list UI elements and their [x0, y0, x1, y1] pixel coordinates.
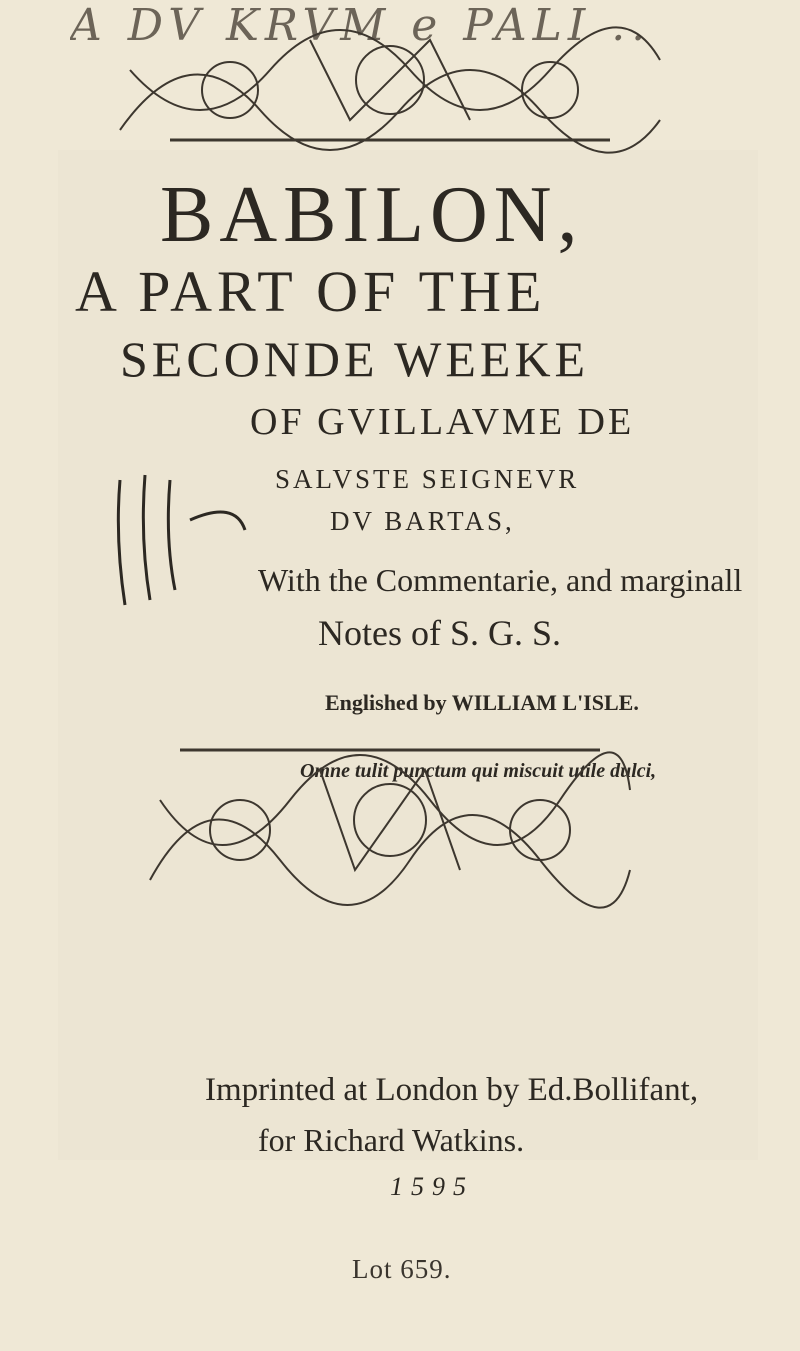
bottom-ornament-icon: [140, 730, 640, 910]
title-motto: Omne tulit punctum qui miscuit utile dulci,: [300, 760, 657, 782]
title-author-of: OF GVILLAVME DE: [250, 401, 635, 443]
title-seconde-weeke: SECONDE WEEKE: [120, 331, 590, 387]
handwritten-inscription: A DV KRVM e PALI ..: [70, 0, 652, 50]
lot-label: Lot 659.: [352, 1254, 452, 1284]
top-ornament-icon: [110, 10, 670, 160]
monogram-icon: [105, 470, 255, 610]
title-part-of-the: A PART OF THE: [75, 259, 547, 324]
title-author-title: DV BARTAS,: [330, 506, 515, 536]
title-author-name: SALVSTE SEIGNEVR: [275, 464, 580, 494]
title-translator: Englished by WILLIAM L'ISLE.: [325, 690, 639, 715]
title-year: 1595: [390, 1172, 474, 1201]
title-imprint: Imprinted at London by Ed.Bollifant,: [205, 1072, 699, 1108]
title-commentary: With the Commentarie, and marginall: [258, 562, 743, 598]
title-for-publisher: for Richard Watkins.: [258, 1122, 525, 1158]
title-notes: Notes of S. G. S.: [318, 613, 562, 653]
title-babilon: BABILON,: [160, 171, 584, 259]
